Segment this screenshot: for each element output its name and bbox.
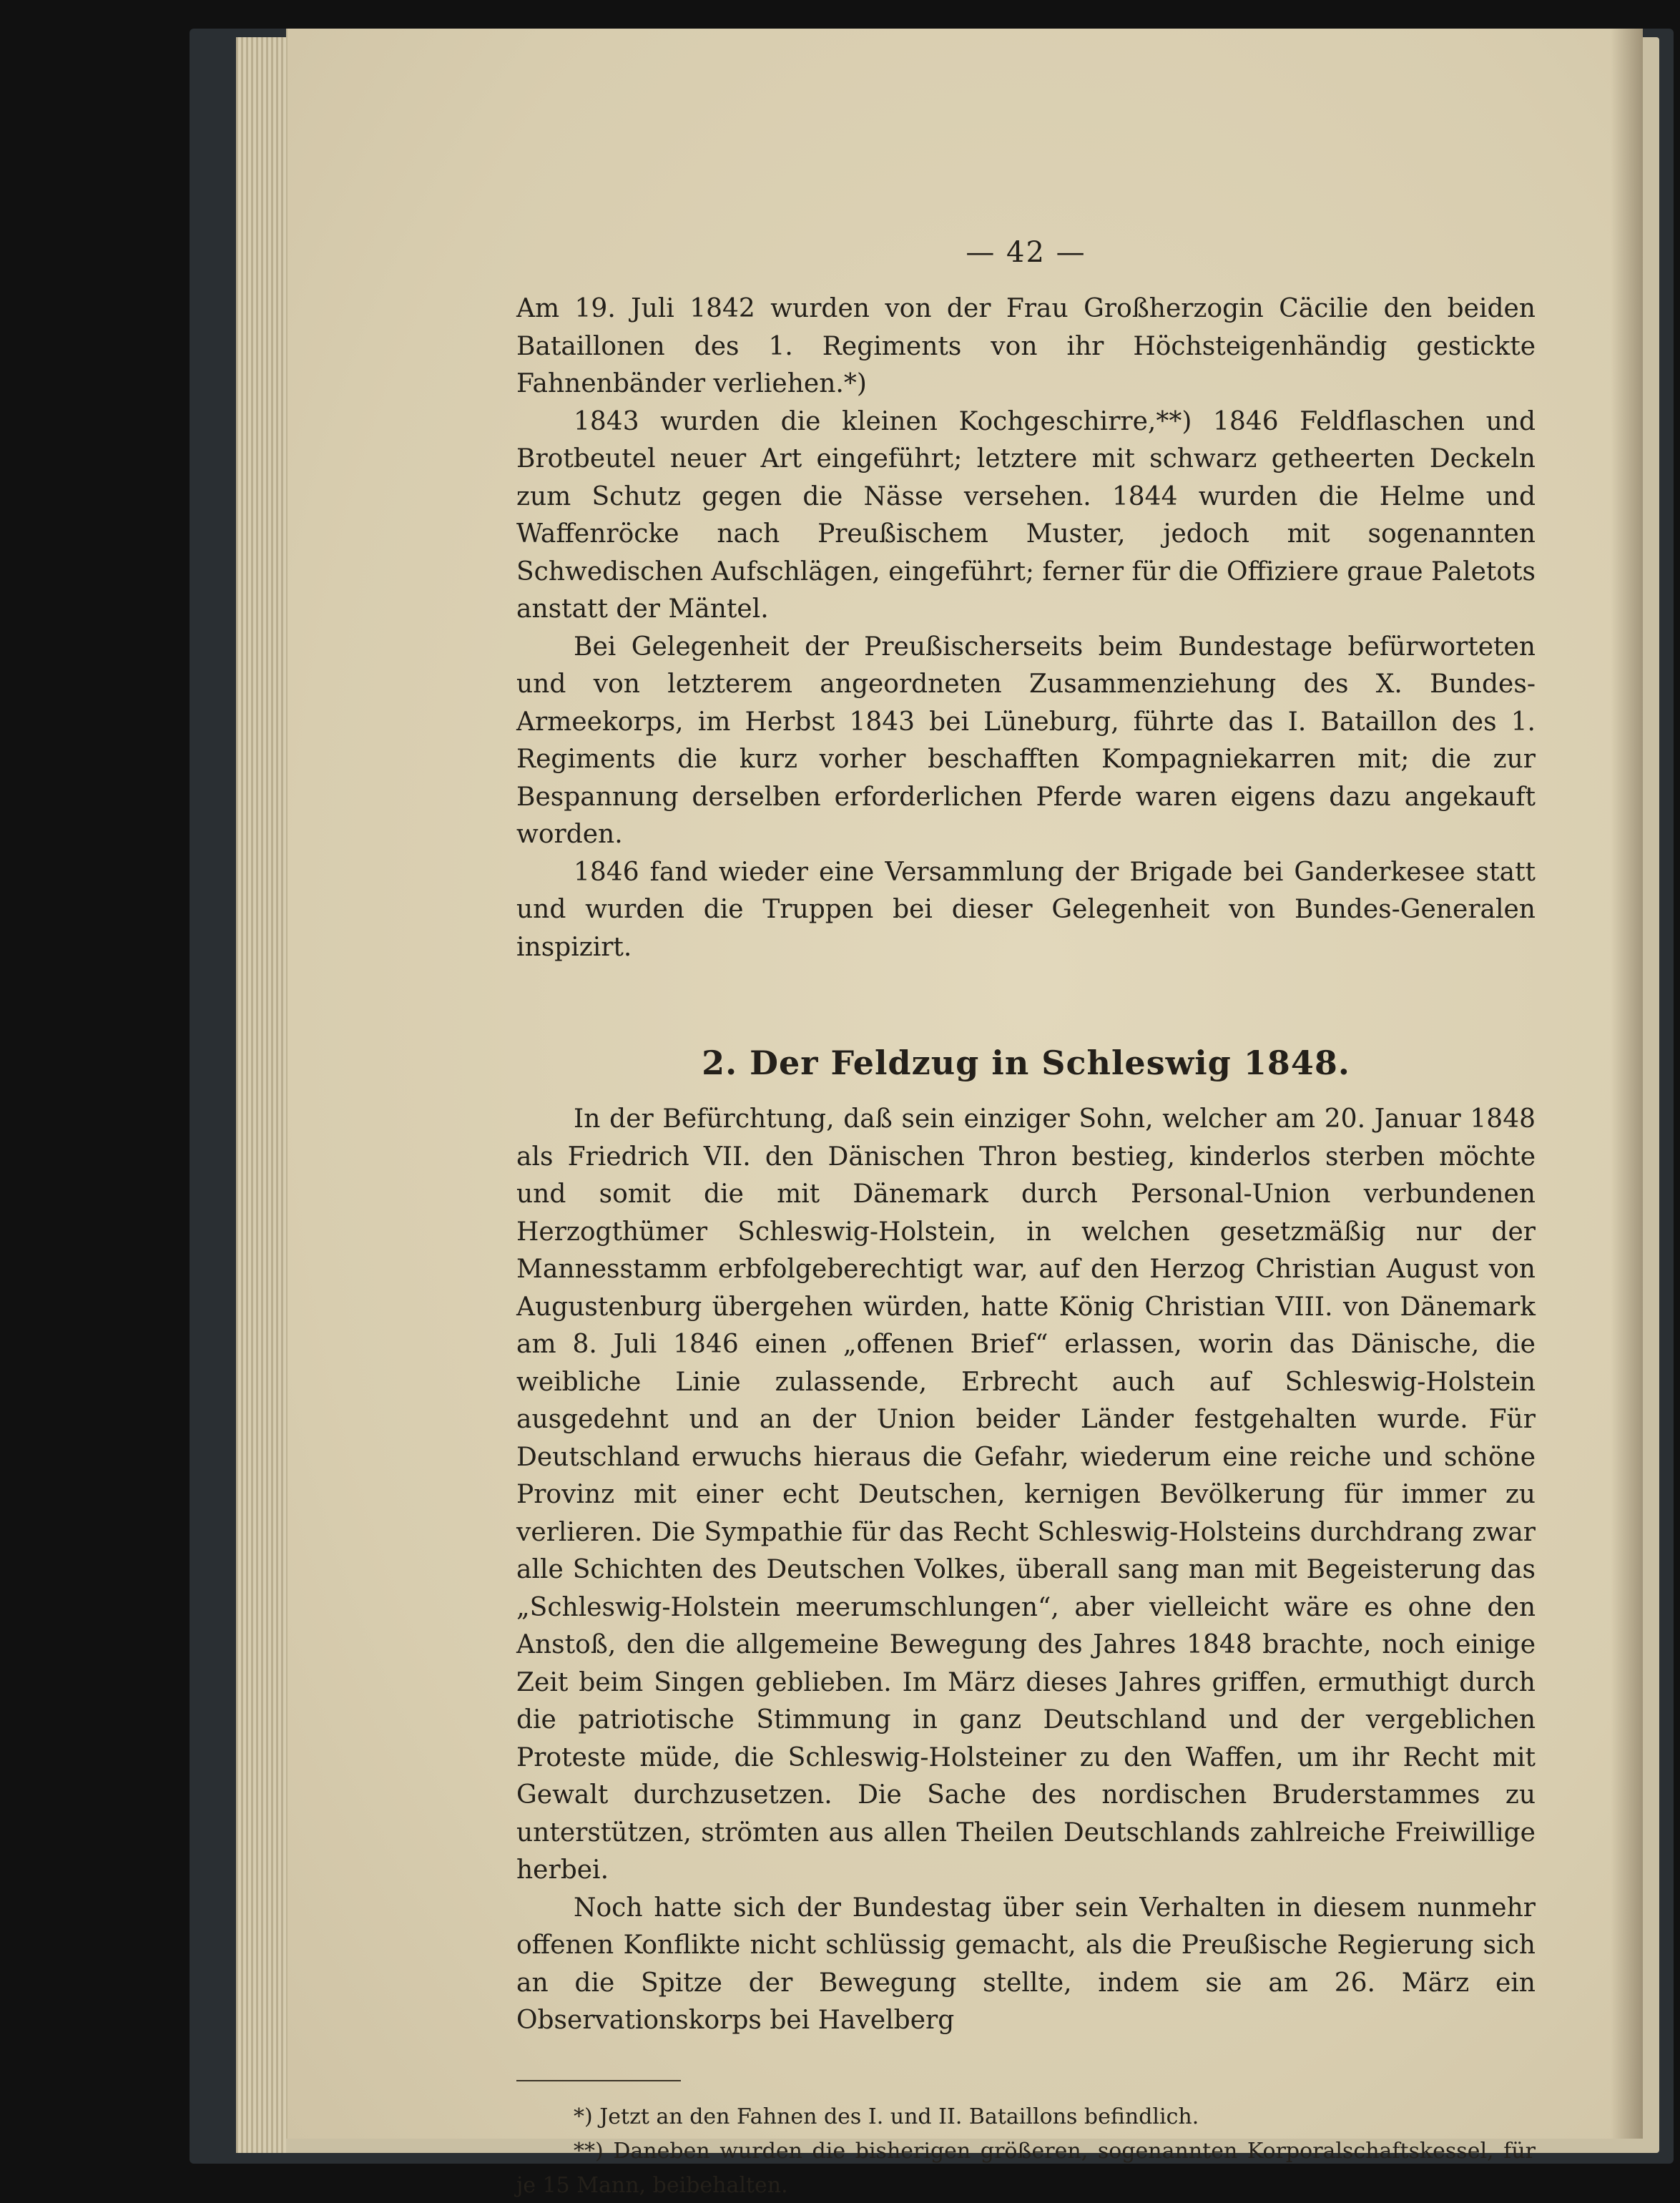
paragraph: Am 19. Juli 1842 wurden von der Frau Großherzogin Cäcilie den beiden Bataillonen des 1. Regiments von ihr Höchsteigenhändig gestickte Fahnenbänder verliehen.*) [516,294,1536,398]
section-heading: 2. Der Feldzug in Schleswig 1848. [702,1044,1350,1082]
paragraph: Noch hatte sich der Bundestag über sein Verhalten in diesem nunmehr offenen Konflikte nicht schlüssig gemacht, als die Preußische Regierung sich an die Spitze der Bewegung stellte, indem sie am 26. März ein Observationskorps bei Havelberg [516,1893,1536,2035]
paragraph: 1846 fand wieder eine Versammlung der Brigade bei Ganderkesee statt und wurden die Truppen bei dieser Gelegenheit von Bundes-Generalen inspizirt. [516,857,1536,962]
paragraph: Bei Gelegenheit der Preußischerseits beim Bundestage befürworteten und von letzterem angeordneten Zusammenziehung des X. Bundes-Armeekorps, im Herbst 1843 bei Lüneburg, führte das I. Bataillon des 1. Regiments die kurz vorher beschafften Kompagniekarren mit; die zur Bespannung derselben erforderlichen Pferde waren eigens dazu angekauft worden. [516,632,1536,849]
paragraph: 1843 wurden die kleinen Kochgeschirre,**) 1846 Feldflaschen und Brotbeutel neuer Art eingeführt; letztere mit schwarz getheerten Deckeln zum Schutz gegen die Nässe versehen. 1844 wurden die Helme und Waffenröcke nach Preußischem Muster, jedoch mit sogenannten Schwedischen Aufschlägen, eingeführt; ferner für die Offiziere graue Paletots anstatt der Mäntel. [516,406,1536,624]
book-page [286,29,1643,2198]
spine-shadow [1611,29,1643,2139]
footnote: *) Jetzt an den Fahnen des I. und II. Bataillons befindlich. [574,2104,1199,2129]
paragraph: In der Befürchtung, daß sein einziger Sohn, welcher am 20. Januar 1848 als Friedrich VII. den Dänischen Thron bestieg, kinderlos sterben möchte und somit die mit Dänemark durch Personal-Union verbundenen Herzogthümer Schleswig-Holstein, in welchen gesetzmäßig nur der Mannesstamm erbfolgeberechtigt war, auf den Herzog Christian August von Augustenburg übergehen würden, hatte König Christian VIII. von Dänemark am 8. Juli 1846 einen „offenen Brief“ erlassen, worin das Dänische, die weibliche Linie zulassende, Erbrecht auch auf Schleswig-Holstein ausgedehnt und an der Union beider Länder festgehalten wurde. Für Deutschland erwuchs hieraus die Gefahr, wiederum eine reiche und schöne Provinz mit einer echt Deutschen, kernigen Bevölkerung für immer zu verlieren. Die Sympathie für das Recht Schleswig-Holsteins durchdrang zwar alle Schichten des Deutschen Volkes, überall sang man mit Begeisterung das „Schleswig-Holstein meerumschlungen“, aber vielleicht wäre es ohne den Anstoß, den die allgemeine Bewegung des Jahres 1848 brachte, noch einige Zeit beim Singen geblieben. Im März dieses Jahres griffen, ermuthigt durch die patriotische Stimmung in ganz Deutschland und der vergeblichen Proteste müde, die Schleswig-Holsteiner zu den Waffen, um ihr Recht mit Gewalt durchzusetzen. Die Sache des nordischen Bruderstammes zu unterstützen, strömten aus allen Theilen Deutschlands zahlreiche Freiwillige herbei. [516,1104,1536,1885]
page-number: — 42 — [966,236,1086,269]
footnote-divider [516,2080,681,2081]
text-block [516,236,1536,2203]
footnote: **) Daneben wurden die bisherigen größeren, sogenannten Korporalschaftskessel, für je 15 Mann, beibehalten. [516,2138,1536,2198]
